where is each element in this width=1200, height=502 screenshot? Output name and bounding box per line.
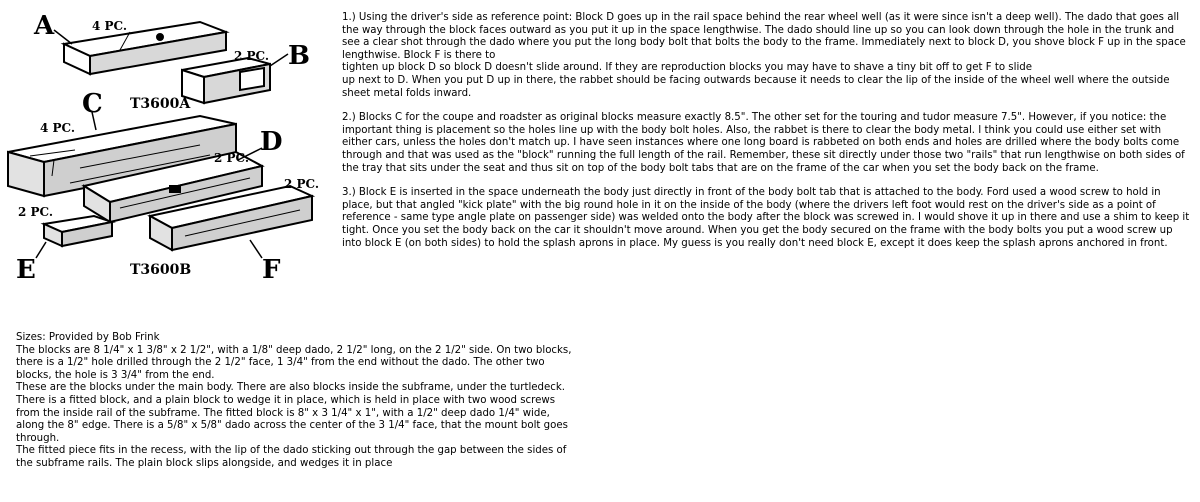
wood-blocks-diagram [0, 0, 330, 318]
count-a: 4 PC. [92, 19, 128, 33]
block-e [44, 216, 112, 246]
count-b: 2 PC. [234, 49, 270, 63]
sizes-line: These are the blocks under the main body. There are also blocks inside the subframe, under the turtledeck. There is a fitted block, and a plain block to wedge it in place, which is held in place with two wood screws from the inside rail of the subframe. The fitted block is 8" x 3 1/4" x 1", with a 1/2" deep dado 1/4" wide, along the 8" edge. There is a 5/8" x 5/8" dado across the center of the 3 1/4" face, that the mount bolt goes through. [16, 382, 568, 444]
instruction-paragraph: 2.) Blocks C for the coupe and roadster as original blocks measure exactly 8.5". The other set for the touring and tudor measure 7.5". However, if you notice: the important thing is placement so the holes line up with the body bolt holes. Also, the rabbet is there to clear the body metal. I think you could use either set with either cars, unless the holes don't match up. I have seen instances where one long board is rabbeted on both ends and holes are drilled where the body bolts come through and that was used as the "block" running the full length of the rail. Remember, these sit directly under those two "rails" that run lengthwise on both sides of the tray that sits under the seat and thus sit on top of the body bolt tabs that are on the frame of the car when you set the body back on the frame. [342, 112, 1185, 174]
label-c: C [82, 89, 103, 119]
count-d: 2 PC. [214, 151, 250, 165]
label-f: F [262, 255, 281, 285]
sizes-line: The blocks are 8 1/4" x 1 3/8" x 2 1/2", with a 1/8" deep dado, 2 1/2" long, on the 2 1/2" side. On two blocks, there is a 1/2" hole drilled through the 2 1/2" face, 1 3/4" from the end without the dado. The other two blocks, the hole is 3 3/4" from the end. [16, 344, 572, 381]
count-e: 2 PC. [18, 205, 54, 219]
sizes-section [16, 332, 646, 471]
label-d: D [260, 127, 283, 157]
label-a: A [34, 11, 55, 41]
instruction-paragraph: 1.) Using the driver's side as reference point: Block D goes up in the rail space behind the rear wheel well (as it were since isn't a deep well). The dado that goes all the way through the block faces outward as you put it up in the space lengthwise. The dado should line up so you can look down through the hole in the trunk and see a clear shot through the dado where you put the long body bolt that bolts the body to the frame. Immediately next to block D, you shove block F up in the space lengthwise. Block F is there to tighten up block D so block D doesn't slide around. If they are reproduction blocks you may have to shave a tiny bit off to get F to slide up next to D. When you put D up in there, the rabbet should be facing outwards because it needs to clear the lip of the inside of the wheel well where the outside sheet metal folds inward. [342, 12, 1186, 99]
label-b: B [288, 41, 310, 71]
part-number-t3600a: T3600A [130, 96, 191, 112]
instruction-paragraph: 3.) Block E is inserted in the space underneath the body just directly in front of the body bolt tab that is attached to the body. Ford used a wood screw to hold in place, but that angled "kick plate" with the big round hole in it on the inside of the body (where the drivers left foot would rest on the driver's side as a point of reference - same type angle plate on passenger side) was welded onto the body after the block was screwed in. I would shove it up in there and use a shim to keep it tight. Once you set the body back on the car it shouldn't move around. When you get the body secured on the frame with the body bolts you put a wood screw up into block E (on both sides) to hold the splash aprons in place. My guess is you really don't need block E, except it does keep the splash aprons anchored in front. [342, 187, 1190, 249]
count-f: 2 PC. [284, 177, 320, 191]
part-number-t3600b: T3600B [130, 262, 192, 278]
sizes-heading: Sizes: Provided by Bob Frink [16, 332, 160, 343]
label-e: E [16, 255, 36, 285]
sizes-line: The fitted piece fits in the recess, with the lip of the dado sticking out through the gap between the sides of the subframe rails. The plain block slips alongside, and wedges it in place [16, 445, 567, 469]
count-c: 4 PC. [40, 121, 76, 135]
installation-notes [342, 12, 1192, 262]
blocks-illustration [0, 0, 330, 318]
block-b [182, 58, 270, 103]
